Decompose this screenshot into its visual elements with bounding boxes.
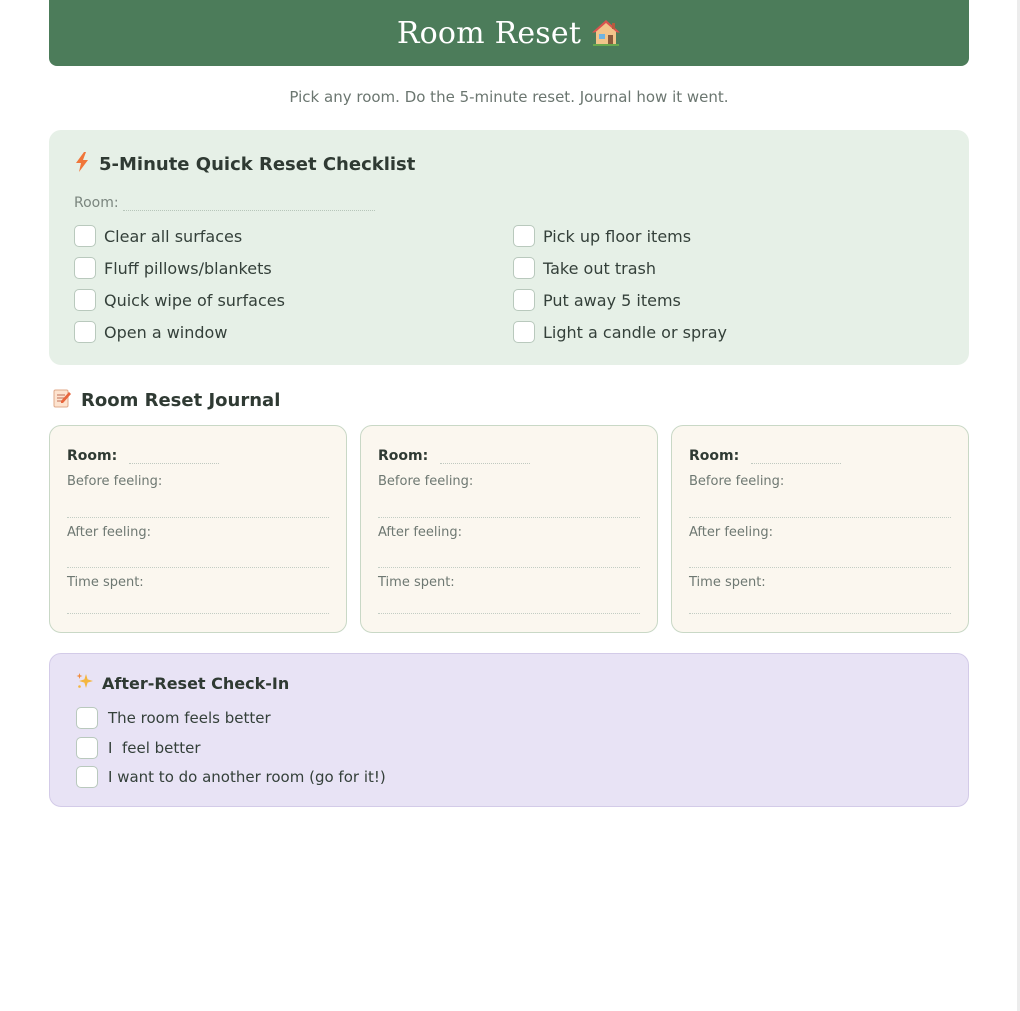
time-spent-input-line[interactable] [689, 613, 951, 614]
checkin-card [49, 653, 969, 807]
checkin-item[interactable] [76, 766, 386, 788]
page-header [49, 0, 969, 66]
time-spent-label: Time spent: [67, 575, 144, 590]
before-feeling-label: Before feeling: [67, 474, 163, 489]
checkbox[interactable] [74, 321, 96, 343]
checklist-item[interactable] [74, 321, 227, 343]
journal-room-field[interactable] [67, 446, 219, 464]
checklist-item-label: Light a candle or spray [543, 322, 727, 342]
checkbox[interactable] [74, 225, 96, 247]
journal-heading-text: Room Reset Journal [81, 390, 281, 411]
after-feeling-label: After feeling: [67, 525, 152, 540]
journal-room-field[interactable] [378, 446, 530, 464]
checkbox[interactable] [76, 707, 98, 729]
journal-heading [53, 388, 280, 413]
before-feeling-input-line[interactable] [689, 517, 951, 518]
time-spent-input-line[interactable] [378, 613, 640, 614]
quick-reset-heading-text: 5-Minute Quick Reset Checklist [99, 154, 416, 175]
checkin-item-label: The room feels better [108, 709, 271, 727]
journal-room-input-line[interactable] [440, 446, 530, 464]
time-spent-label: Time spent: [689, 575, 766, 590]
checkbox[interactable] [74, 257, 96, 279]
before-feeling-label: Before feeling: [378, 474, 474, 489]
checkin-item-label: I want to do another room (go for it!) [108, 768, 386, 786]
after-feeling-label: After feeling: [378, 525, 463, 540]
sparkles-icon [76, 672, 94, 694]
checklist-item[interactable] [513, 289, 681, 311]
checklist-item-label: Open a window [104, 322, 228, 342]
checkbox[interactable] [76, 737, 98, 759]
before-feeling-input-line[interactable] [67, 517, 329, 518]
after-feeling-label: After feeling: [689, 525, 774, 540]
checkbox[interactable] [513, 225, 535, 247]
time-spent-label: Time spent: [378, 575, 455, 590]
after-feeling-input-line[interactable] [67, 567, 329, 568]
quick-room-field[interactable] [74, 193, 375, 211]
lightning-icon [75, 152, 89, 177]
memo-icon [53, 388, 71, 413]
journal-room-label: Room: [378, 448, 429, 464]
page-subtitle: Pick any room. Do the 5-minute reset. Journal how it went. [289, 88, 729, 106]
journal-card [360, 425, 658, 633]
journal-room-label: Room: [689, 448, 740, 464]
checkbox[interactable] [513, 257, 535, 279]
checklist-item-label: Fluff pillows/blankets [104, 258, 272, 278]
checklist-item-label: Clear all surfaces [104, 226, 243, 246]
checklist-item-label: Take out trash [543, 258, 656, 278]
checklist-item-label: Put away 5 items [543, 290, 681, 310]
journal-room-field[interactable] [689, 446, 841, 464]
house-icon [591, 18, 621, 48]
checkin-item[interactable] [76, 707, 271, 729]
quick-reset-heading [75, 152, 415, 177]
time-spent-input-line[interactable] [67, 613, 329, 614]
journal-card [49, 425, 347, 633]
quick-room-input-line[interactable] [123, 193, 375, 211]
checkin-heading-text: After-Reset Check-In [102, 673, 290, 693]
before-feeling-input-line[interactable] [378, 517, 640, 518]
before-feeling-label: Before feeling: [689, 474, 785, 489]
after-feeling-input-line[interactable] [689, 567, 951, 568]
checklist-item[interactable] [74, 257, 272, 279]
journal-room-input-line[interactable] [129, 446, 219, 464]
checklist-item[interactable] [513, 225, 691, 247]
quick-room-label: Room: [74, 195, 119, 211]
checkin-heading [76, 672, 289, 694]
checkbox[interactable] [76, 766, 98, 788]
journal-card [671, 425, 969, 633]
checklist-item-label: Pick up floor items [543, 226, 692, 246]
checklist-item[interactable] [74, 225, 242, 247]
checklist-item[interactable] [513, 257, 656, 279]
checklist-item-label: Quick wipe of surfaces [104, 290, 285, 310]
journal-room-input-line[interactable] [751, 446, 841, 464]
checklist-item[interactable] [74, 289, 285, 311]
checkin-item-label: I feel better [108, 739, 201, 757]
checkbox[interactable] [513, 321, 535, 343]
page-title: Room Reset [396, 15, 582, 51]
quick-reset-card [49, 130, 969, 365]
after-feeling-input-line[interactable] [378, 567, 640, 568]
checkbox[interactable] [74, 289, 96, 311]
checkin-item[interactable] [76, 737, 201, 759]
checkbox[interactable] [513, 289, 535, 311]
journal-room-label: Room: [67, 448, 118, 464]
checklist-item[interactable] [513, 321, 727, 343]
